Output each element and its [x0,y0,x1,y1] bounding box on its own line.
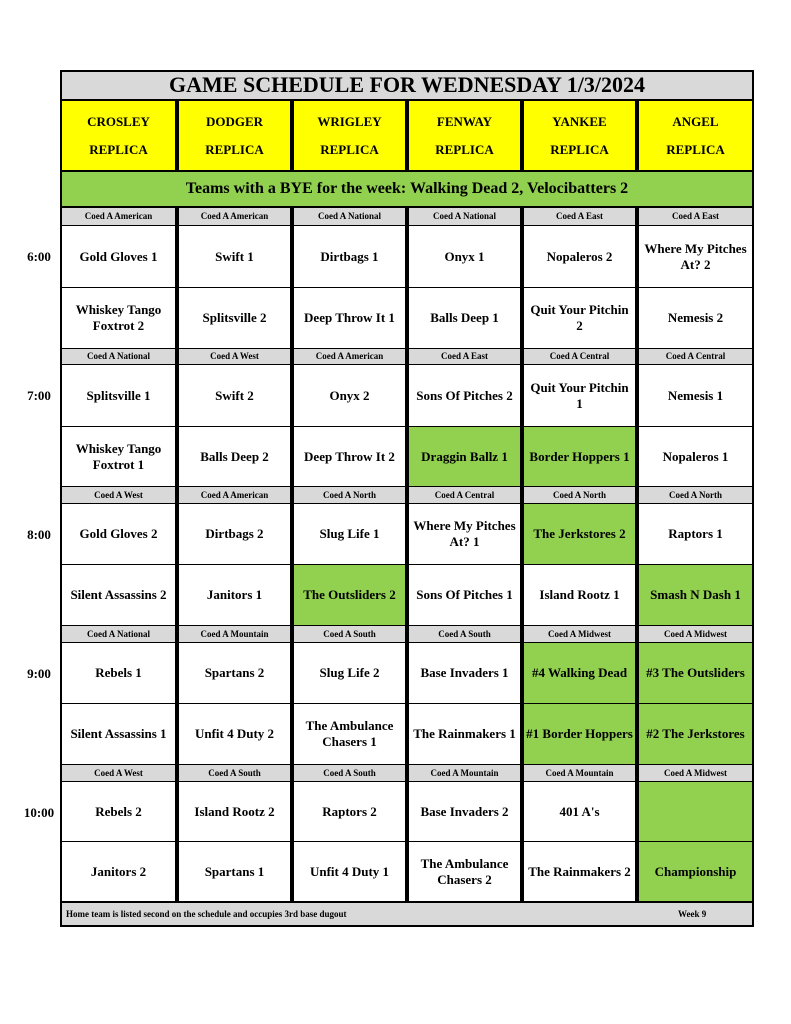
team-cell: Swift 2 [179,365,290,426]
venue-header [179,101,290,170]
team-cell: Quit Your Pitchin 1 [524,365,635,426]
team-cell: Whiskey Tango Foxtrot 1 [62,427,175,486]
team-cell: Raptors 2 [294,782,405,841]
venue-name: FENWAY [436,113,493,129]
team-cell: Dirtbags 1 [294,226,405,287]
team-cell: Splitsville 2 [179,288,290,348]
team-cell: Gold Gloves 1 [62,226,175,287]
team-cell [639,782,752,841]
division-label: Coed A South [409,626,520,642]
division-label: Coed A Midwest [639,626,752,642]
team-cell: Deep Throw It 2 [294,427,405,486]
team-cell: Slug Life 1 [294,504,405,564]
time-label: 7:00 [27,388,51,403]
division-label: Coed A West [179,349,290,364]
team-cell: Rebels 1 [62,643,175,703]
division-label: Coed A Central [409,487,520,503]
team-cell: Island Rootz 2 [179,782,290,841]
team-cell: Swift 1 [179,226,290,287]
venue-type: REPLICA [435,141,494,157]
team-cell: The Ambulance Chasers 2 [409,842,520,901]
footer-bar [62,903,752,925]
division-label: Coed A American [294,349,405,364]
team-cell: Where My Pitches At? 2 [639,226,752,287]
team-cell: Quit Your Pitchin 2 [524,288,635,348]
venue-name: WRIGLEY [317,113,382,129]
division-label: Coed A East [409,349,520,364]
venue-header [409,101,520,170]
bye-banner: Teams with a BYE for the week: Walking Dead 2, Velocibatters 2 [62,172,752,206]
division-label: Coed A Midwest [524,626,635,642]
division-label: Coed A South [294,626,405,642]
team-cell: Unfit 4 Duty 1 [294,842,405,901]
team-cell: Silent Assassins 2 [62,565,175,625]
team-cell: The Ambulance Chasers 1 [294,704,405,764]
team-cell: Sons Of Pitches 2 [409,365,520,426]
division-label: Coed A West [62,765,175,781]
team-cell: Championship [639,842,752,901]
division-label: Coed A Mountain [409,765,520,781]
division-label: Coed A North [639,487,752,503]
team-cell: Sons Of Pitches 1 [409,565,520,625]
team-cell: Base Invaders 2 [409,782,520,841]
division-label: Coed A Mountain [179,626,290,642]
team-cell: Nemesis 2 [639,288,752,348]
team-cell: Where My Pitches At? 1 [409,504,520,564]
venue-name: ANGEL [672,113,719,129]
venue-type: REPLICA [89,141,148,157]
team-cell: The Outsliders 2 [294,565,405,625]
team-cell: Nopaleros 1 [639,427,752,486]
venue-name: DODGER [205,113,264,129]
team-cell: The Jerkstores 2 [524,504,635,564]
division-label: Coed A East [524,208,635,225]
week-label: Week 9 [678,908,707,919]
team-cell: Silent Assassins 1 [62,704,175,764]
division-label: Coed A National [62,626,175,642]
team-cell: 401 A's [524,782,635,841]
venue-header [524,101,635,170]
team-cell: #3 The Outsliders [639,643,752,703]
venue-header [294,101,405,170]
team-cell: Raptors 1 [639,504,752,564]
team-cell: Slug Life 2 [294,643,405,703]
schedule-table [60,70,754,927]
team-cell: Nopaleros 2 [524,226,635,287]
division-label: Coed A Central [639,349,752,364]
division-label: Coed A Midwest [639,765,752,781]
team-cell: #1 Border Hoppers [524,704,635,764]
time-label: 10:00 [23,805,55,820]
footer-note: Home team is listed second on the schedule and occupies 3rd base dugout [66,908,347,919]
team-cell: Nemesis 1 [639,365,752,426]
division-label: Coed A North [294,487,405,503]
venue-name: YANKEE [552,113,607,129]
team-cell: Rebels 2 [62,782,175,841]
team-cell: The Rainmakers 2 [524,842,635,901]
team-cell: Unfit 4 Duty 2 [179,704,290,764]
division-label: Coed A Mountain [524,765,635,781]
team-cell: Island Rootz 1 [524,565,635,625]
time-label: 9:00 [27,666,51,681]
team-cell: Onyx 2 [294,365,405,426]
division-label: Coed A South [179,765,290,781]
division-label: Coed A National [294,208,405,225]
division-label: Coed A National [409,208,520,225]
team-cell: Border Hoppers 1 [524,427,635,486]
page-title: GAME SCHEDULE FOR WEDNESDAY 1/3/2024 [62,72,752,99]
team-cell: #4 Walking Dead [524,643,635,703]
venue-header [639,101,752,170]
venue-type: REPLICA [666,141,725,157]
team-cell: Onyx 1 [409,226,520,287]
time-label: 8:00 [27,527,51,542]
team-cell: Spartans 2 [179,643,290,703]
division-label: Coed A West [62,487,175,503]
team-cell: #2 The Jerkstores [639,704,752,764]
venue-type: REPLICA [550,141,609,157]
venue-name: CROSLEY [87,113,150,129]
division-label: Coed A East [639,208,752,225]
division-label: Coed A Central [524,349,635,364]
team-cell: Gold Gloves 2 [62,504,175,564]
division-label: Coed A National [62,349,175,364]
venue-type: REPLICA [320,141,379,157]
venue-type: REPLICA [205,141,264,157]
team-cell: Spartans 1 [179,842,290,901]
team-cell: Draggin Ballz 1 [409,427,520,486]
venue-header [62,101,175,170]
team-cell: Deep Throw It 1 [294,288,405,348]
division-label: Coed A South [294,765,405,781]
division-label: Coed A American [62,208,175,225]
team-cell: Balls Deep 2 [179,427,290,486]
team-cell: Janitors 1 [179,565,290,625]
division-label: Coed A North [524,487,635,503]
division-label: Coed A American [179,487,290,503]
team-cell: The Rainmakers 1 [409,704,520,764]
team-cell: Janitors 2 [62,842,175,901]
team-cell: Dirtbags 2 [179,504,290,564]
team-cell: Splitsville 1 [62,365,175,426]
time-label: 6:00 [27,249,51,264]
team-cell: Smash N Dash 1 [639,565,752,625]
division-label: Coed A American [179,208,290,225]
team-cell: Whiskey Tango Foxtrot 2 [62,288,175,348]
team-cell: Base Invaders 1 [409,643,520,703]
team-cell: Balls Deep 1 [409,288,520,348]
